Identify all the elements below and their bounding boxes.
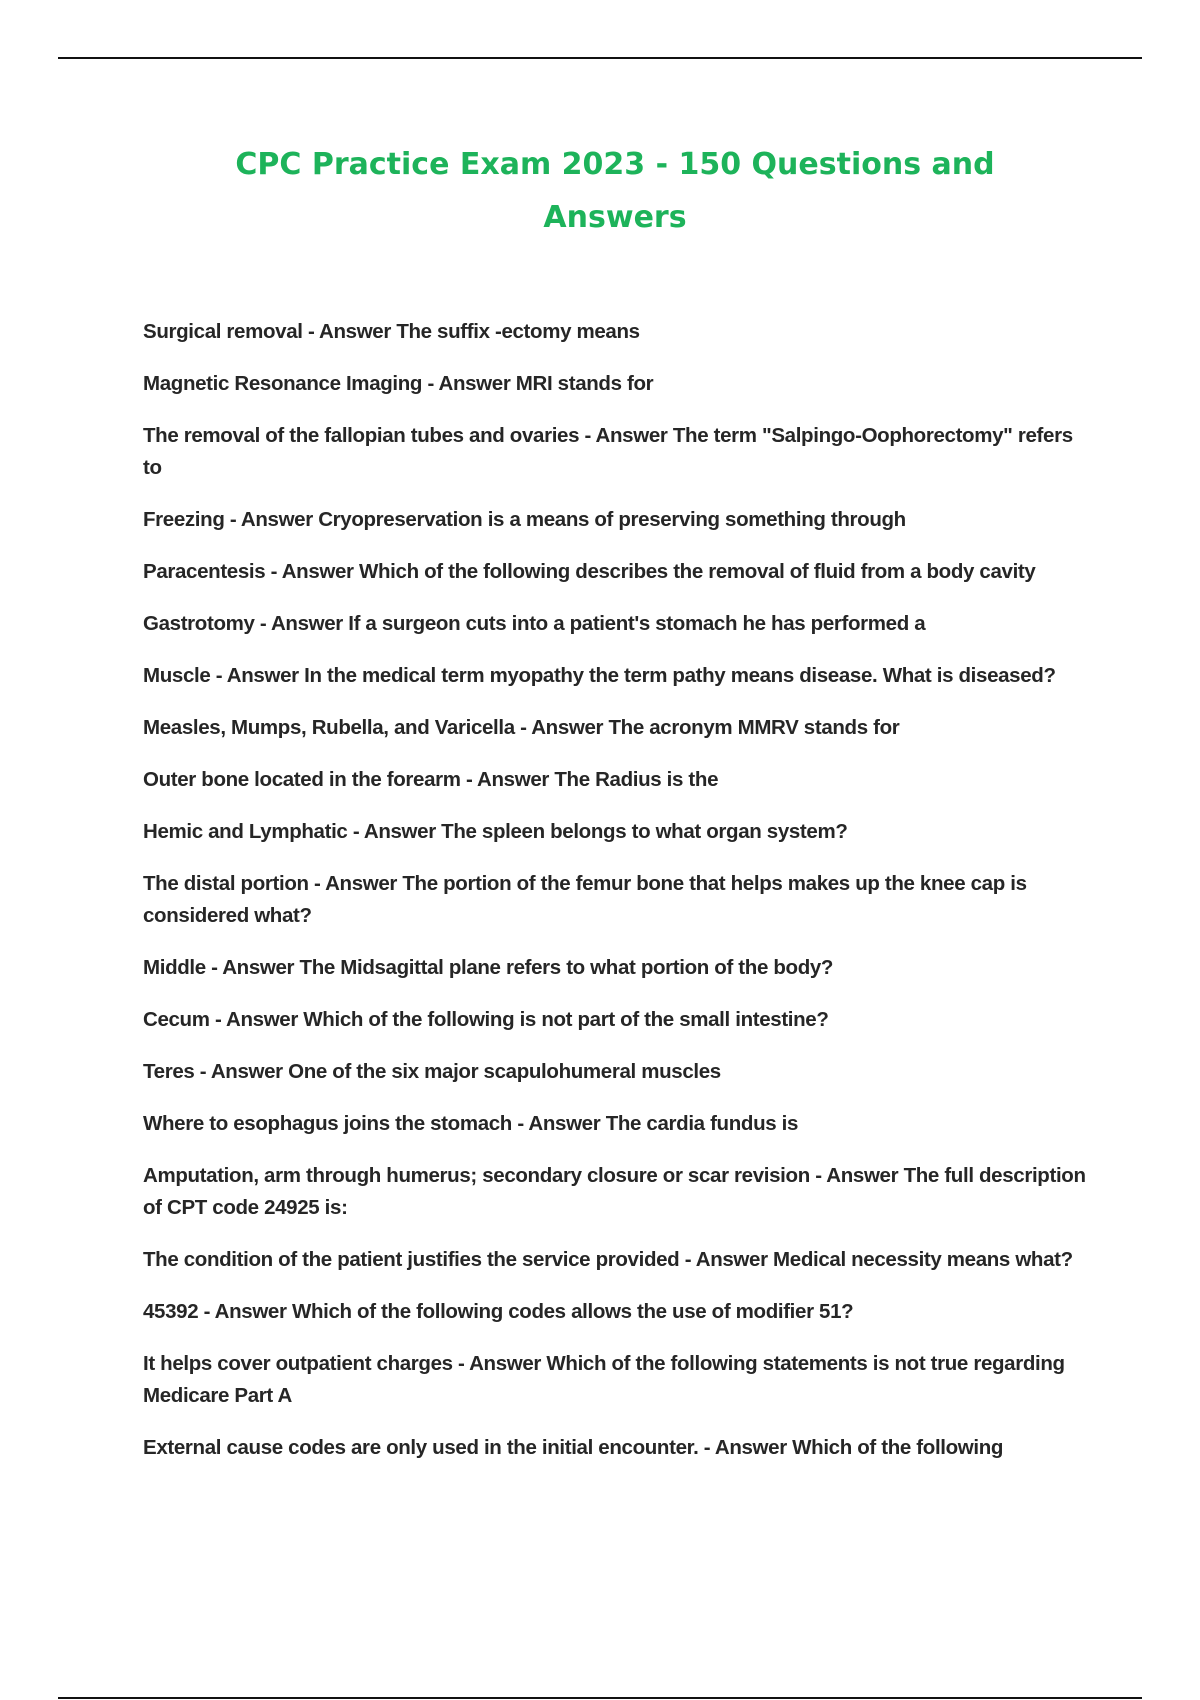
document-title: CPC Practice Exam 2023 - 150 Questions and Answers bbox=[235, 147, 995, 235]
qa-item: External cause codes are only used in the initial encounter. - Answer Which of the following bbox=[143, 1436, 1004, 1459]
bottom-rule bbox=[58, 1697, 1142, 1699]
qa-item: 45392 - Answer Which of the following codes allows the use of modifier 51? bbox=[143, 1300, 854, 1323]
top-rule bbox=[58, 57, 1142, 59]
qa-item: Hemic and Lymphatic - Answer The spleen belongs to what organ system? bbox=[143, 820, 848, 843]
qa-item: Surgical removal - Answer The suffix -ectomy means bbox=[143, 320, 640, 343]
qa-item: The removal of the fallopian tubes and ovaries - Answer The term "Salpingo-Oophorectomy" refers to bbox=[143, 424, 1073, 479]
qa-item: Paracentesis - Answer Which of the following describes the removal of fluid from a body cavity bbox=[143, 560, 1036, 583]
qa-item: It helps cover outpatient charges - Answer Which of the following statements is not true regarding Medicare Part A bbox=[143, 1352, 1065, 1407]
qa-item: Where to esophagus joins the stomach - Answer The cardia fundus is bbox=[143, 1112, 799, 1135]
qa-item: Cecum - Answer Which of the following is not part of the small intestine? bbox=[143, 1008, 829, 1031]
qa-list bbox=[143, 316, 1093, 1484]
qa-item: The distal portion - Answer The portion of the femur bone that helps makes up the knee cap is considered what? bbox=[143, 872, 1027, 927]
qa-item: Outer bone located in the forearm - Answer The Radius is the bbox=[143, 768, 719, 791]
qa-item: Middle - Answer The Midsagittal plane refers to what portion of the body? bbox=[143, 956, 834, 979]
qa-item: Teres - Answer One of the six major scapulohumeral muscles bbox=[143, 1060, 721, 1083]
qa-item: Muscle - Answer In the medical term myopathy the term pathy means disease. What is diseased? bbox=[143, 664, 1056, 687]
qa-item: Gastrotomy - Answer If a surgeon cuts into a patient's stomach he has performed a bbox=[143, 612, 926, 635]
qa-item: Freezing - Answer Cryopreservation is a means of preserving something through bbox=[143, 508, 906, 531]
qa-item: Amputation, arm through humerus; secondary closure or scar revision - Answer The full description of CPT code 24925 is: bbox=[143, 1164, 1086, 1219]
qa-item: Measles, Mumps, Rubella, and Varicella - Answer The acronym MMRV stands for bbox=[143, 716, 900, 739]
qa-item: The condition of the patient justifies the service provided - Answer Medical necessity means what? bbox=[143, 1248, 1073, 1271]
qa-item: Magnetic Resonance Imaging - Answer MRI stands for bbox=[143, 372, 654, 395]
